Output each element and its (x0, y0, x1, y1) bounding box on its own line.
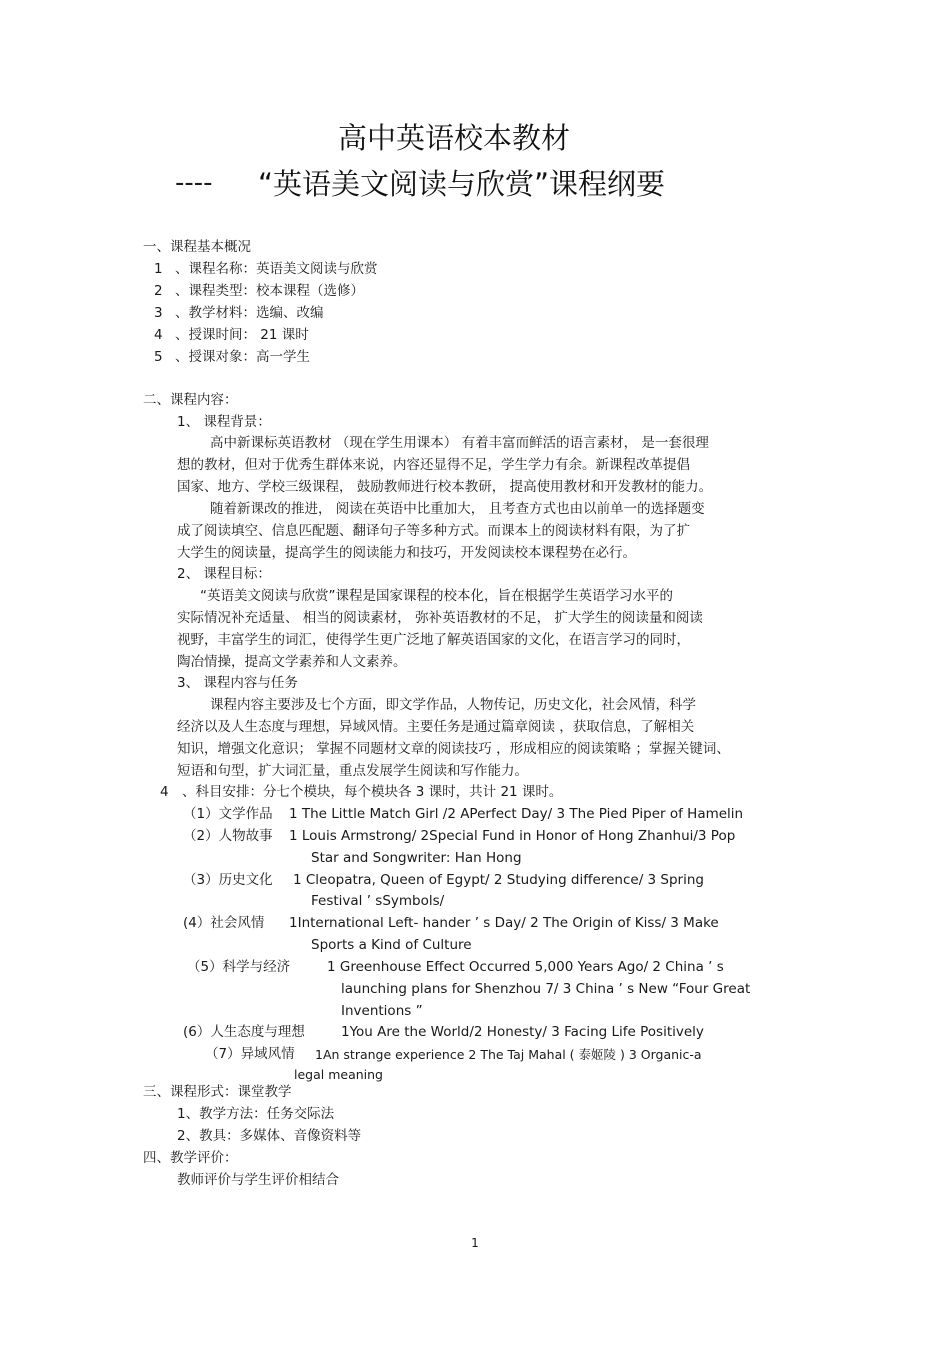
paragraph-line: 想的教材，但对于优秀生群体来说，内容还显得不足，学生学力有余。新课程改革提倡 (177, 457, 690, 473)
page-number: 1 (471, 1236, 479, 1250)
list-item: 2、教具：多媒体、音像资料等 (177, 1128, 362, 1144)
module-label: （7）异域风情 (205, 1046, 295, 1062)
section3-heading: 三、课程形式：课堂教学 (143, 1084, 292, 1100)
list-item: 、课程类型：校本课程（选修） (175, 283, 364, 299)
module-line: Sports a Kind of Culture (311, 937, 472, 953)
module-label: (4）社会风情 (183, 915, 265, 931)
section4-heading: 四、教学评价： (143, 1150, 238, 1166)
module-line: Inventions ” (341, 1003, 423, 1019)
paragraph-line: 经济以及人生态度与理想，异域风情。主要任务是通过篇章阅读 ，获取信息，了解相关 (177, 719, 695, 735)
list-item: 、教学材料：选编、改编 (175, 305, 324, 321)
module-line: Festival ’ sSymbols/ (311, 893, 445, 909)
paragraph-line: 大学生的阅读量，提高学生的阅读能力和技巧，开发阅读校本课程势在必行。 (177, 545, 636, 561)
module-line: launching plans for Shenzhou 7/ 3 China ’ s New “Four Great (341, 981, 751, 997)
section1-heading: 一、课程基本概况 (143, 239, 251, 255)
list-item-number: 5 (154, 349, 163, 365)
module-line: 1 Louis Armstrong/ 2Special Fund in Honor of Hong Zhanhui/3 Pop (289, 828, 736, 844)
paragraph-line: 短语和句型，扩大词汇量，重点发展学生阅读和写作能力。 (177, 763, 528, 779)
paragraph-line: 随着新课改的推进， 阅读在英语中比重加大， 且考查方式也由以前单一的选择题变 (210, 501, 705, 517)
paragraph-line: 陶冶情操，提高文学素养和人文素养。 (177, 654, 407, 670)
module-line: 1An strange experience 2 The Taj Mahal ( 泰姬陵 ) 3 Organic-a (315, 1047, 702, 1062)
module-label: （2）人物故事 (183, 828, 273, 844)
paragraph-line: 课程内容主要涉及七个方面，即文学作品，人物传记，历史文化，社会风情，科学 (210, 697, 696, 713)
schedule-number: 4 (160, 784, 169, 800)
subsection-content-heading: 3、 课程内容与任务 (177, 675, 298, 691)
list-item: 1、教学方法：任务交际法 (177, 1106, 335, 1122)
title-line1: 高中英语校本教材 (338, 121, 571, 155)
module-label: （1）文学作品 (183, 806, 273, 822)
paragraph-line: 实际情况补充适量、 相当的阅读素材， 弥补英语教材的不足， 扩大学生的阅读量和阅读 (177, 610, 703, 626)
evaluation-text: 教师评价与学生评价相结合 (177, 1172, 339, 1188)
paragraph-line: 成了阅读填空、信息匹配题、翻译句子等多种方式。而课本上的阅读材料有限，为了扩 (177, 523, 690, 539)
list-item: 、课程名称：英语美文阅读与欣赏 (175, 261, 378, 277)
module-label: （3）历史文化 (183, 872, 273, 888)
module-line: 1 Cleopatra, Queen of Egypt/ 2 Studying difference/ 3 Spring (293, 872, 704, 888)
module-line: 1International Left- hander ’ s Day/ 2 The Origin of Kiss/ 3 Make (289, 915, 719, 931)
title-line2: “英语美文阅读与欣赏”课程纲要 (258, 167, 666, 201)
paragraph-line: 视野，丰富学生的词汇，使得学生更广泛地了解英语国家的文化，在语言学习的同时， (177, 632, 690, 648)
title-dashes: ---- (175, 168, 213, 198)
list-item: 、授课对象：高一学生 (175, 349, 310, 365)
list-item-number: 1 (154, 261, 163, 277)
subsection-goals-heading: 2、 课程目标： (177, 566, 271, 582)
module-line: 1You Are the World/2 Honesty/ 3 Facing Life Positively (341, 1024, 704, 1040)
module-line: 1 The Little Match Girl /2 APerfect Day/ 3 The Pied Piper of Hamelin (289, 806, 744, 822)
module-label: （5）科学与经济 (187, 959, 291, 975)
list-item-number: 3 (154, 305, 163, 321)
paragraph-line: 国家、地方、学校三级课程， 鼓励教师进行校本教研， 提高使用教材和开发教材的能力。 (177, 479, 713, 495)
module-line: legal meaning (294, 1067, 383, 1082)
subsection-background-heading: 1、 课程背景： (177, 414, 271, 430)
module-line: 1 Greenhouse Effect Occurred 5,000 Years Ago/ 2 China ’ s (327, 959, 724, 975)
paragraph-line: 高中新课标英语教材 （现在学生用课本） 有着丰富而鲜活的语言素材， 是一套很理 (210, 435, 709, 451)
paragraph-line: 知识，增强文化意识； 掌握不同题材文章的阅读技巧 ，形成相应的阅读策略 ；掌握关键词、 (177, 741, 730, 757)
schedule-text: 、科目安排：分七个模块，每个模块各 3 课时，共计 21 课时。 (182, 784, 563, 800)
list-item: 、授课时间： 21 课时 (175, 327, 309, 343)
list-item-number: 4 (154, 327, 163, 343)
paragraph-line: “英语美文阅读与欣赏”课程是国家课程的校本化，旨在根据学生英语学习水平的 (200, 588, 673, 604)
list-item-number: 2 (154, 283, 163, 299)
section2-heading: 二、课程内容： (143, 392, 238, 408)
module-label: (6）人生态度与理想 (183, 1024, 305, 1040)
module-line: Star and Songwriter: Han Hong (311, 850, 522, 866)
